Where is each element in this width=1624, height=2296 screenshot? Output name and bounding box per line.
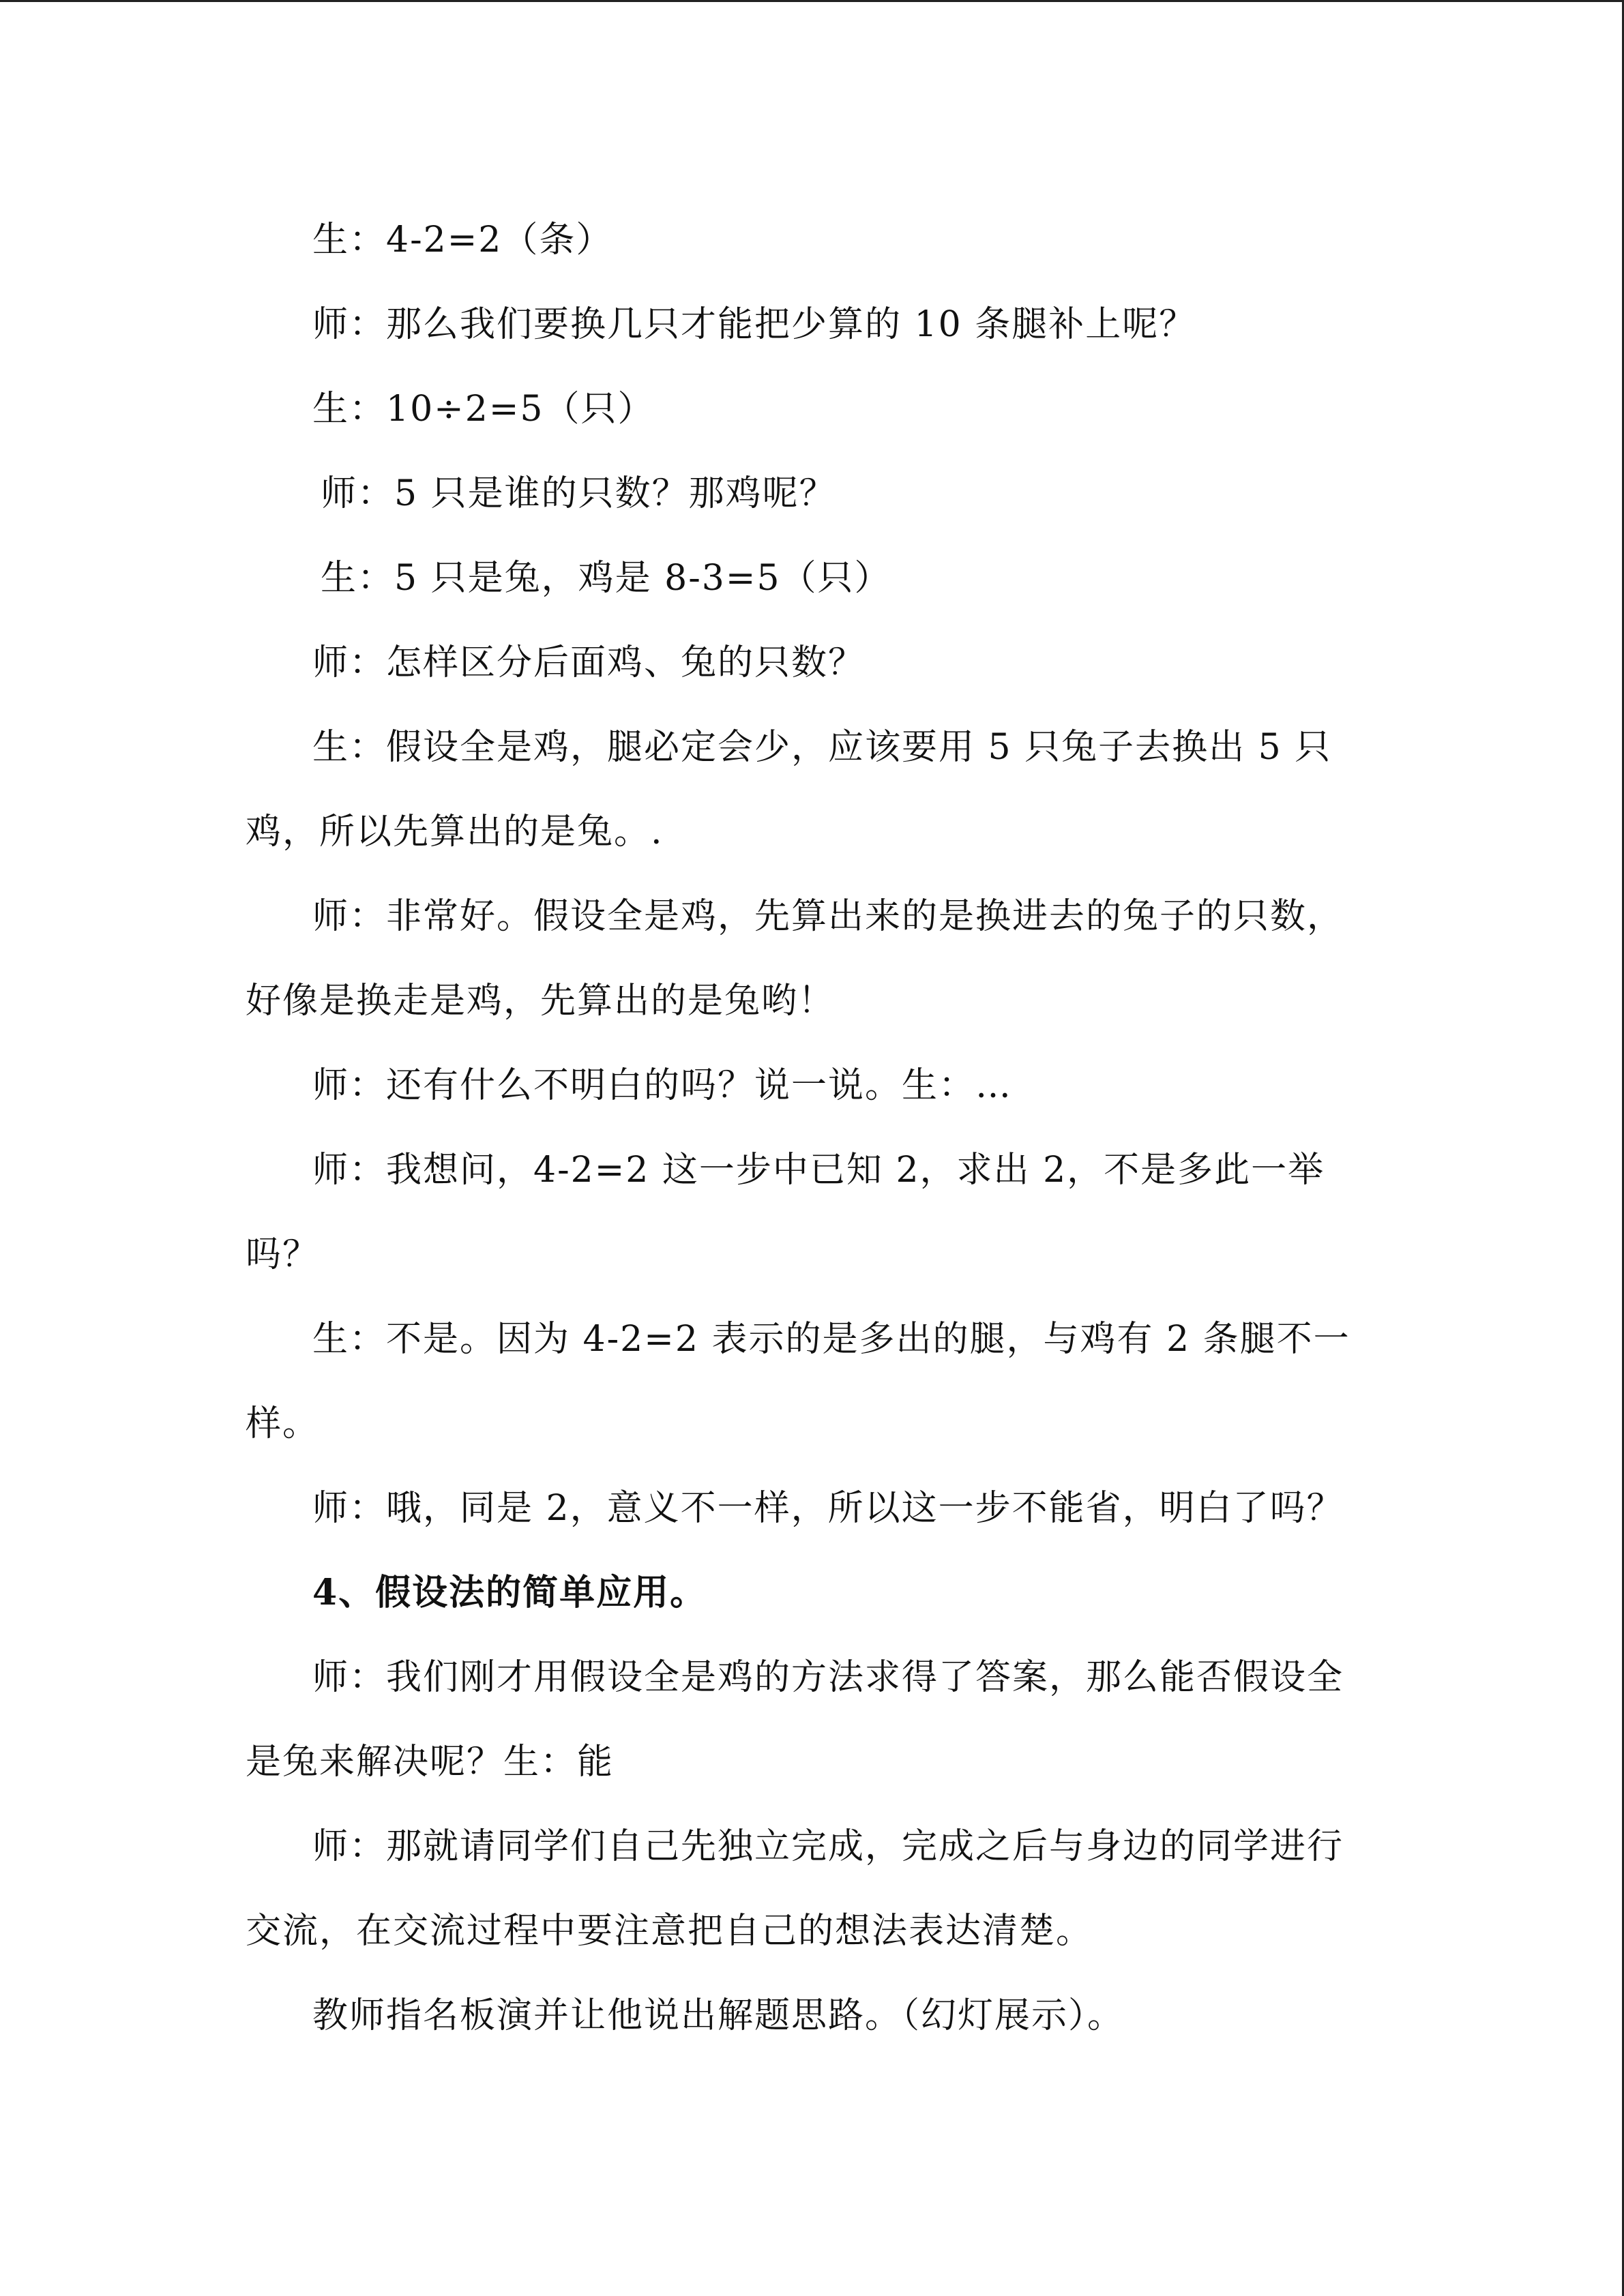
paragraph: 师：我们刚才用假设全是鸡的方法求得了答案，那么能否假设全是兔来解决呢？生：能 xyxy=(246,1657,1344,1783)
paragraph: 师：那就请同学们自己先独立完成，完成之后与身边的同学进行交流，在交流过程中要注意把自己的想法表达清楚。 xyxy=(246,1826,1344,1952)
document-body xyxy=(246,198,1364,2058)
paragraph: 师：非常好。假设全是鸡，先算出来的是换进去的兔子的只数，好像是换走是鸡，先算出的是兔哟！ xyxy=(246,896,1344,1022)
paragraph: 师：怎样区分后面鸡、兔的只数？ xyxy=(312,642,866,683)
paragraph: 师：5 只是谁的只数？那鸡呢？ xyxy=(321,473,836,514)
paragraph: 师：我想问，4-2=2 这一步中已知 2，求出 2，不是多此一举吗？ xyxy=(246,1150,1325,1275)
paragraph: 师：哦，同是 2，意义不一样，所以这一步不能省，明白了吗？ xyxy=(312,1488,1344,1529)
paragraph: 师：那么我们要换几只才能把少算的 10 条腿补上呢？ xyxy=(312,304,1196,345)
paragraph: 生：假设全是鸡，腿必定会少，应该要用 5 只兔子去换出 5 只鸡，所以先算出的是兔。. xyxy=(246,727,1332,852)
paragraph: 生：不是。因为 4-2=2 表示的是多出的腿，与鸡有 2 条腿不一样。 xyxy=(246,1319,1350,1444)
paragraph: 生：10÷2=5（只） xyxy=(312,389,655,430)
paragraph: 生：4-2=2（条） xyxy=(312,220,613,260)
section-heading: 4、假设法的简单应用。 xyxy=(312,1572,707,1613)
paragraph: 师：还有什么不明白的吗？说一说。生：… xyxy=(312,1065,1013,1106)
paragraph: 生：5 只是兔，鸡是 8-3=5（只） xyxy=(321,558,891,599)
paragraph: 教师指名板演并让他说出解题思路。（幻灯展示）。 xyxy=(312,1995,1125,2036)
page-top-border xyxy=(0,0,1624,2)
